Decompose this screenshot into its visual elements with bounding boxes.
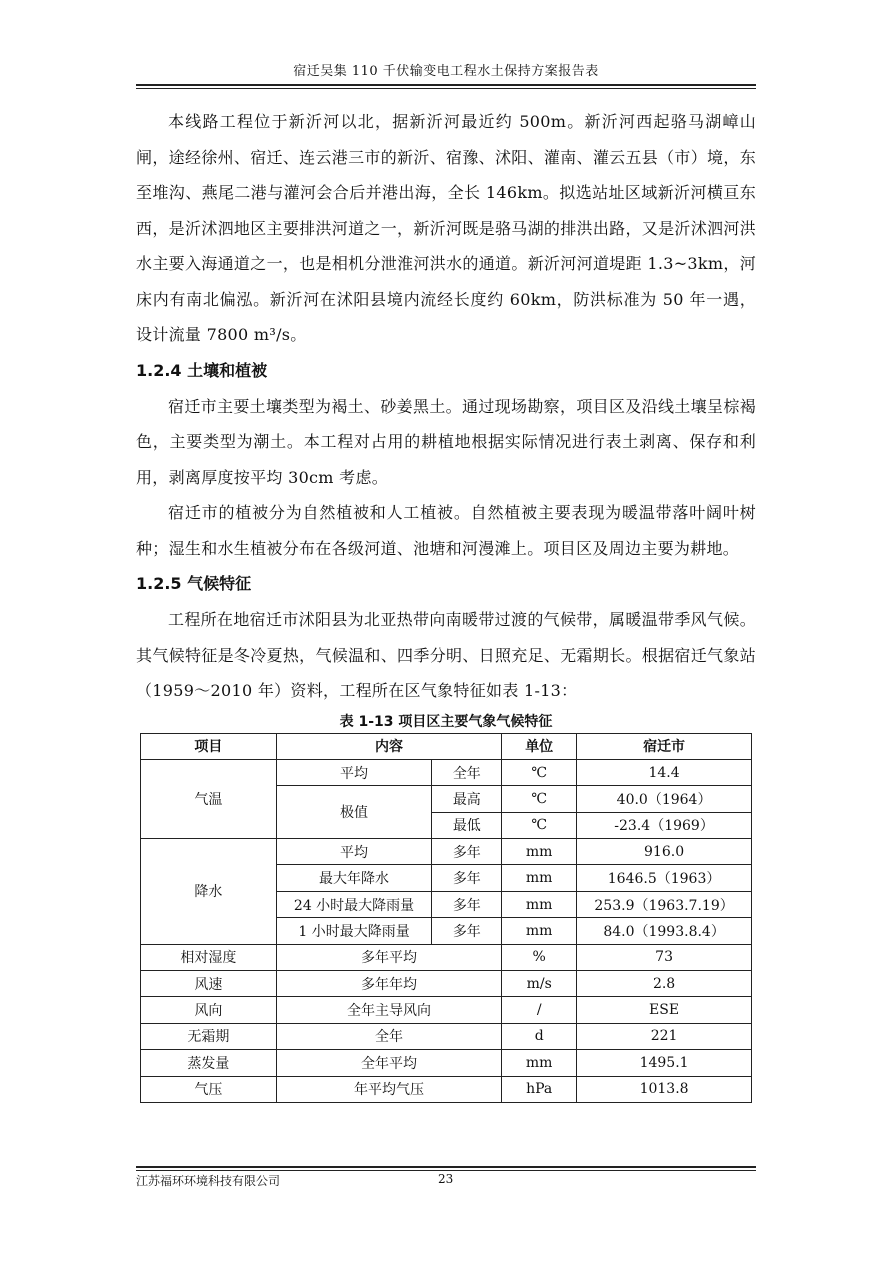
cell-value: -23.4（1969） bbox=[577, 812, 752, 838]
section-heading-climate: 1.2.5 气候特征 bbox=[136, 574, 252, 593]
footer-rule bbox=[136, 1166, 756, 1168]
cell-content: 年平均气压 bbox=[276, 1076, 502, 1102]
table-header-row bbox=[141, 733, 752, 759]
row-label: 蒸发量 bbox=[141, 1050, 277, 1076]
table-row bbox=[141, 1023, 752, 1049]
page-header: 宿迁吴集 110 千伏输变电工程水土保持方案报告表 bbox=[293, 64, 599, 79]
cell-unit: mm bbox=[502, 839, 577, 865]
cell-sub: 多年 bbox=[432, 865, 502, 891]
cell-content: 1 小时最大降雨量 bbox=[276, 918, 432, 944]
table-row bbox=[141, 997, 752, 1023]
cell-sub: 最高 bbox=[432, 786, 502, 812]
cell-value: 14.4 bbox=[577, 759, 752, 785]
cell-unit: hPa bbox=[502, 1076, 577, 1102]
table-row bbox=[141, 759, 752, 785]
table-caption: 表 1-13 项目区主要气象气候特征 bbox=[339, 713, 553, 730]
cell-unit: ℃ bbox=[502, 786, 577, 812]
cell-value: 1646.5（1963） bbox=[577, 865, 752, 891]
row-label: 相对湿度 bbox=[141, 944, 277, 970]
footer-company: 江苏福环环境科技有限公司 bbox=[136, 1174, 281, 1188]
cell-unit: ℃ bbox=[502, 812, 577, 838]
row-label-precipitation: 降水 bbox=[141, 839, 277, 945]
cell-content: 全年主导风向 bbox=[276, 997, 502, 1023]
cell-value: 40.0（1964） bbox=[577, 786, 752, 812]
climate-table bbox=[140, 733, 752, 1103]
cell-value: 253.9（1963.7.19） bbox=[577, 891, 752, 917]
paragraph-soil: 宿迁市主要土壤类型为褐土、砂姜黑土。通过现场勘察，项目区及沿线土壤呈棕褐色，主要类型为潮土。本工程对占用的耕植地根据实际情况进行表土剥离、保存和利用，剥离厚度按平均 30cm 考虑。 bbox=[136, 396, 756, 487]
row-label: 气压 bbox=[141, 1076, 277, 1102]
cell-value: 84.0（1993.8.4） bbox=[577, 918, 752, 944]
cell-value: 2.8 bbox=[577, 971, 752, 997]
cell-content: 24 小时最大降雨量 bbox=[276, 891, 432, 917]
cell-value: 916.0 bbox=[577, 839, 752, 865]
cell-content: 全年 bbox=[276, 1023, 502, 1049]
cell-unit: / bbox=[502, 997, 577, 1023]
table-row bbox=[141, 1076, 752, 1102]
section-heading-soil-vegetation: 1.2.4 土壤和植被 bbox=[136, 360, 268, 380]
cell-content: 多年平均 bbox=[276, 944, 502, 970]
header-item: 项目 bbox=[141, 733, 277, 759]
table-row bbox=[141, 839, 752, 865]
cell-unit: ℃ bbox=[502, 759, 577, 785]
footer-rule-thin bbox=[136, 1170, 756, 1171]
paragraph-vegetation: 宿迁市的植被分为自然植被和人工植被。自然植被主要表现为暖温带落叶阔叶树种；湿生和水生植被分布在各级河道、池塘和河漫滩上。项目区及周边主要为耕地。 bbox=[136, 503, 756, 558]
cell-value: 1495.1 bbox=[577, 1050, 752, 1076]
header-value: 宿迁市 bbox=[577, 733, 752, 759]
cell-unit: mm bbox=[502, 891, 577, 917]
cell-sub: 全年 bbox=[432, 759, 502, 785]
table-row bbox=[141, 944, 752, 970]
cell-sub: 多年 bbox=[432, 891, 502, 917]
page-body bbox=[136, 104, 756, 1103]
cell-content: 多年年均 bbox=[276, 971, 502, 997]
cell-content: 平均 bbox=[276, 839, 432, 865]
header-content: 内容 bbox=[276, 733, 502, 759]
row-label-temperature: 气温 bbox=[141, 759, 277, 838]
cell-sub: 多年 bbox=[432, 918, 502, 944]
cell-value: ESE bbox=[577, 997, 752, 1023]
row-label: 风速 bbox=[141, 971, 277, 997]
cell-value: 221 bbox=[577, 1023, 752, 1049]
cell-content-extreme: 极值 bbox=[276, 786, 432, 839]
cell-unit: d bbox=[502, 1023, 577, 1049]
cell-content: 全年平均 bbox=[276, 1050, 502, 1076]
paragraph-river: 本线路工程位于新沂河以北，据新沂河最近约 500m。新沂河西起骆马湖嶂山闸，途经徐州、宿迁、连云港三市的新沂、宿豫、沭阳、灌南、灌云五县（市）境，东至堆沟、燕尾二港与灌河会合后并港出海，全长 146km。拟选站址区域新沂河横亘东西，是沂沭泗地区主要排洪河道之一，新沂河既是骆马湖的排洪出路，又是沂沭泗河洪水主要入海通道之一，也是相机分泄淮河洪水的通道。新沂河河道堤距 1.3~3km，河床内有南北偏泓。新沂河在沭阳县境内流经长度约 60km，防洪标准为 50 年一遇，设计流量 7800 m³/s。 bbox=[136, 112, 756, 344]
cell-content: 平均 bbox=[276, 759, 432, 785]
cell-value: 1013.8 bbox=[577, 1076, 752, 1102]
cell-unit: mm bbox=[502, 865, 577, 891]
cell-sub: 最低 bbox=[432, 812, 502, 838]
header-rule-thin bbox=[136, 88, 756, 89]
cell-unit: m/s bbox=[502, 971, 577, 997]
row-label: 风向 bbox=[141, 997, 277, 1023]
cell-sub: 多年 bbox=[432, 839, 502, 865]
cell-unit: mm bbox=[502, 918, 577, 944]
row-label: 无霜期 bbox=[141, 1023, 277, 1049]
table-row bbox=[141, 971, 752, 997]
header-rule bbox=[136, 84, 756, 86]
cell-value: 73 bbox=[577, 944, 752, 970]
page-number: 23 bbox=[438, 1172, 454, 1186]
cell-unit: mm bbox=[502, 1050, 577, 1076]
table-row bbox=[141, 1050, 752, 1076]
paragraph-climate: 工程所在地宿迁市沭阳县为北亚热带向南暖带过渡的气候带，属暖温带季风气候。其气候特征是冬冷夏热，气候温和、四季分明、日照充足、无霜期长。根据宿迁气象站（1959～2010 年）资料，工程所在区气象特征如表 1-13： bbox=[136, 610, 756, 700]
cell-content: 最大年降水 bbox=[276, 865, 432, 891]
cell-unit: % bbox=[502, 944, 577, 970]
header-unit: 单位 bbox=[502, 733, 577, 759]
